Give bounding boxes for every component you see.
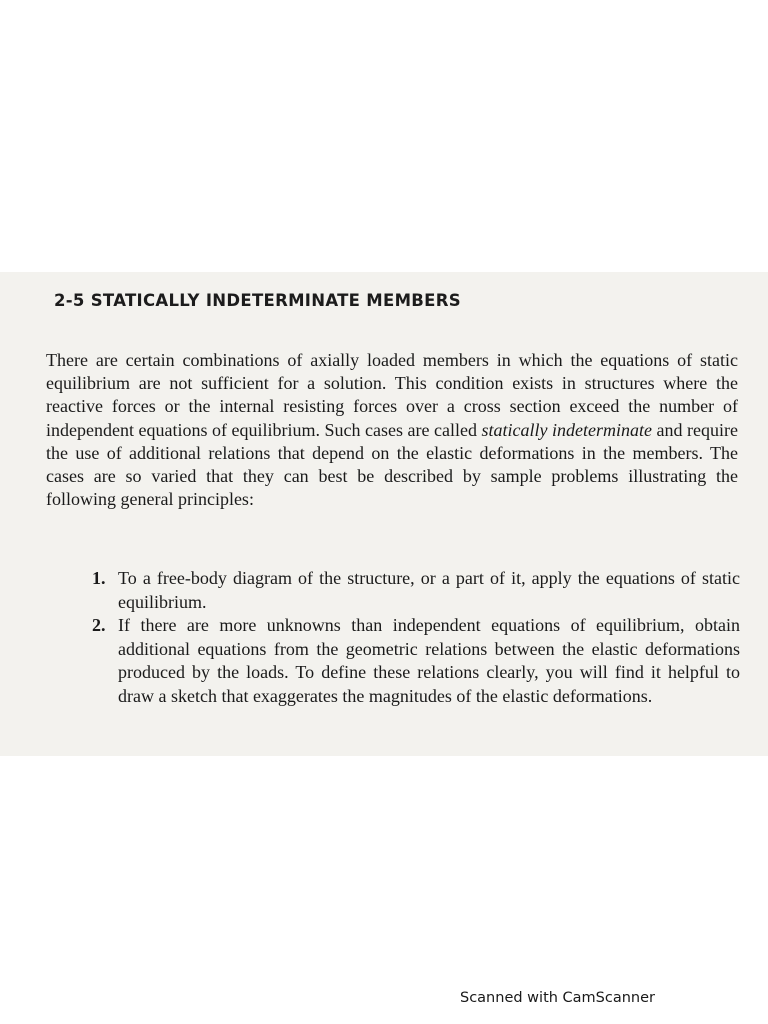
paragraph-italic-term: statically indeterminate <box>481 419 652 440</box>
list-item-number: 2. <box>92 615 106 636</box>
paragraph-text-start: There are certain combinations of axially loaded members in which the equations of static equilibrium are not sufficient for a solution. This condition exists in structures where the reactive forces or the internal resisting forces over a cross section exceed the number of independent equations of equilibrium. Such cases are called <box>46 350 738 440</box>
list-item-text: To a free-body diagram of the structure, or a part of it, apply the equations of static equilibrium. <box>118 568 740 612</box>
camscanner-watermark: Scanned with CamScanner <box>460 990 656 1006</box>
list-item-number: 1. <box>92 568 106 588</box>
list-item-text: If there are more unknowns than independent equations of equilibrium, obtain additional equations from the geometric relations between the elastic deformations produced by the loads. To define these relations clearly, you will find it helpful to draw a sketch that exaggerates the magnitudes of the elastic deformations. <box>118 615 740 706</box>
list-item <box>92 567 740 614</box>
list-item <box>92 614 740 708</box>
body-paragraph <box>46 349 738 511</box>
paragraph-text-end: and require the use of additional relations that depend on the elastic deformations in the members. The cases are so varied that they can best be described by sample problems illustrating the following general principles: <box>46 419 738 510</box>
section-heading: 2-5 STATICALLY INDETERMINATE MEMBERS <box>54 291 461 310</box>
principles-list <box>92 567 740 709</box>
